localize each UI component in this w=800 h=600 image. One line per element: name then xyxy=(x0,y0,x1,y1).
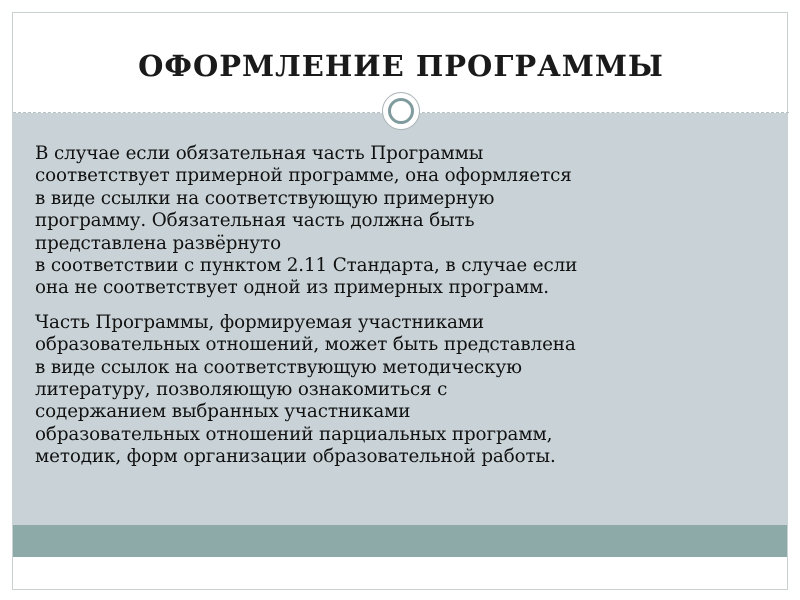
footer-bar xyxy=(13,525,787,557)
text-line: в виде ссылок на соответствующую методическую xyxy=(35,356,522,378)
circle-ring-icon xyxy=(388,98,414,124)
slide-title: ОФОРМЛЕНИЕ ПРОГРАММЫ xyxy=(138,49,664,83)
body-text xyxy=(35,143,773,481)
text-line: Часть Программы, формируемая участниками xyxy=(35,311,484,333)
text-line: методик, форм организации образовательной работы. xyxy=(35,446,556,468)
slide xyxy=(12,12,788,590)
text-line: В случае если обязательная часть Программы xyxy=(35,143,484,164)
text-line: содержанием выбранных участниками xyxy=(35,401,411,423)
text-line: программу. Обязательная часть должна быть xyxy=(35,210,475,232)
circle-ornament-icon xyxy=(382,92,420,130)
text-line: образовательных отношений, может быть представлена xyxy=(35,334,576,356)
paragraph-1 xyxy=(35,143,773,300)
text-line: в виде ссылки на соответствующую примерную xyxy=(35,187,495,209)
text-line: образовательных отношений парциальных программ, xyxy=(35,423,553,445)
text-line: в соответствии с пунктом 2.11 Стандарта, в случае если xyxy=(35,255,578,277)
text-line: соответствует примерной программе, она оформляется xyxy=(35,165,572,187)
text-line: литературу, позволяющую ознакомиться с xyxy=(35,379,448,401)
content-panel xyxy=(13,113,787,557)
text-line: она не соответствует одной из примерных программ. xyxy=(35,277,549,299)
text-line: представлена развёрнуто xyxy=(35,232,281,254)
paragraph-2 xyxy=(35,312,773,469)
